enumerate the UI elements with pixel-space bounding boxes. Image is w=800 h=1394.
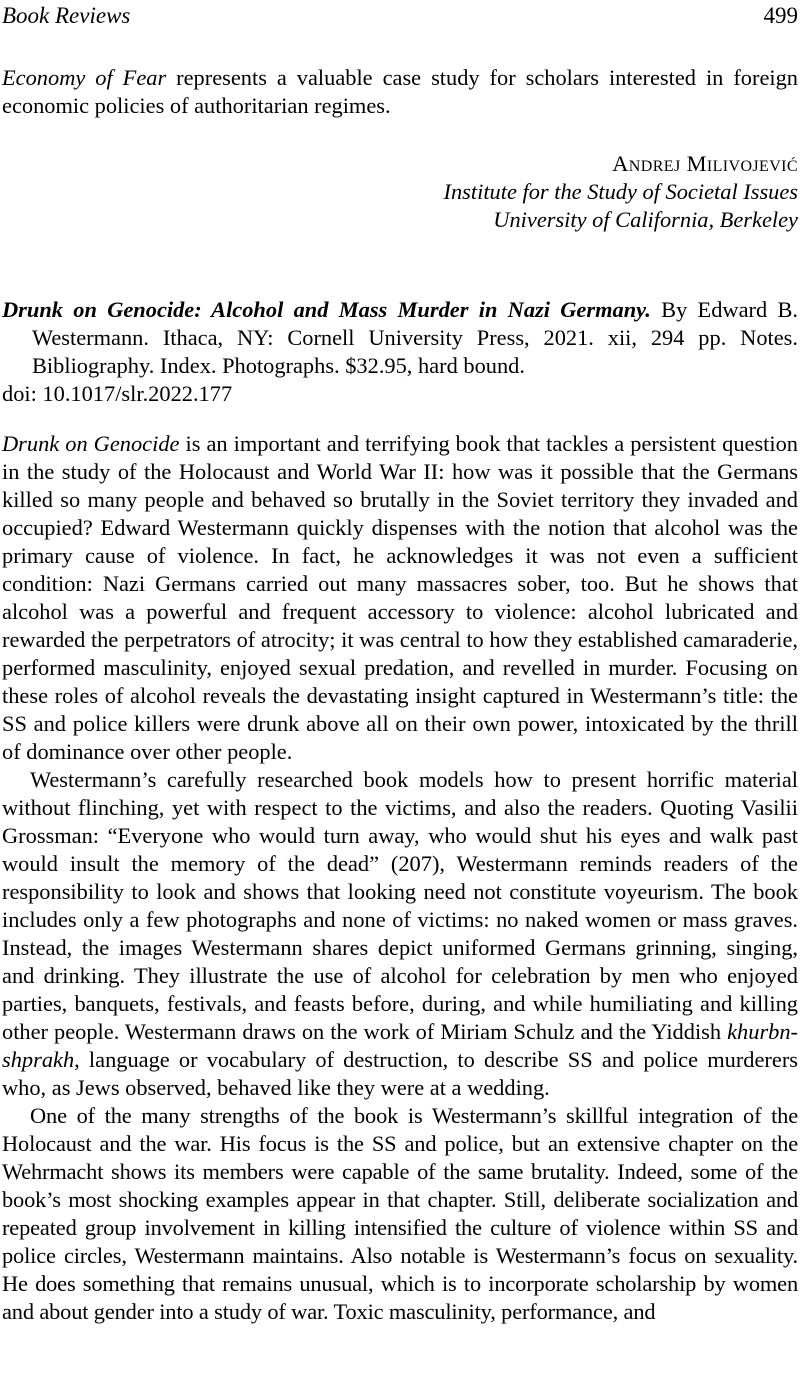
page-number: 499 bbox=[763, 3, 798, 28]
previous-review-book-title: Economy of Fear bbox=[2, 65, 167, 90]
doi-line: doi: 10.1017/slr.2022.177 bbox=[2, 381, 233, 406]
reviewer-name: Andrej Milivojević bbox=[612, 151, 798, 176]
review-paragraph-1-book-title: Drunk on Genocide bbox=[2, 431, 180, 456]
reviewed-book-title: Drunk on Genocide: Alcohol and Mass Murder in Nazi Germany. bbox=[2, 297, 651, 322]
reviewer-attribution bbox=[2, 150, 798, 234]
review-paragraph-1-text: is an important and terrifying book that tackles a persistent question in the study of the Holocaust and World War II: how was it possible that the Germans killed so many people and behaved so brutally in the Soviet territory they invaded and occupied? Edward Westermann quickly dispenses with the notion that alcohol was the primary cause of violence. In fact, he acknowledges it was not even a sufficient condition: Nazi Germans carried out many massacres sober, too. But he shows that alcohol was a powerful and frequent accessory to violence: alcohol lubricated and rewarded the perpetrators of atrocity; it was central to how they established camaraderie, performed masculinity, enjoyed sexual predation, and revelled in murder. Focusing on these roles of alcohol reveals the devastating insight captured in Westermann’s title: the SS and police killers were drunk above all on their own power, intoxicated by the thrill of dominance over other people. bbox=[2, 431, 798, 764]
book-citation bbox=[2, 296, 798, 380]
running-head bbox=[2, 0, 798, 30]
previous-review-closing-paragraph bbox=[2, 64, 798, 120]
running-head-title: Book Reviews bbox=[2, 3, 131, 28]
reviewer-affiliation-institute: Institute for the Study of Societal Issues bbox=[443, 179, 798, 204]
review-paragraph-2-text-before-term: Westermann’s carefully researched book models how to present horrific material without flinching, yet with respect to the victims, and also the readers. Quoting Vasilii Grossman: “Everyone who would turn away, who would shut his eyes and walk past would insult the memory of the dead” (207), Westermann reminds readers of the responsibility to look and shows that looking need not constitute voyeurism. The book includes only a few photographs and none of victims: no naked women or mass graves. Instead, the images Westermann shares depict uniformed Germans grinning, singing, and drinking. They illustrate the use of alcohol for celebration by men who enjoyed parties, banquets, festivals, and feasts before, during, and while humiliating and killing other people. Westermann draws on the work of Miriam Schulz and the Yiddish bbox=[2, 767, 798, 1044]
previous-review-closing-text: represents a valuable case study for scholars interested in foreign economic policies of authoritarian regimes. bbox=[2, 65, 798, 118]
reviewer-affiliation-university: University of California, Berkeley bbox=[493, 207, 798, 232]
review-paragraph-2 bbox=[2, 766, 798, 1102]
page-content bbox=[2, 0, 798, 1326]
yiddish-term: khurbn-shprakh bbox=[2, 1019, 798, 1072]
review-paragraph-3: One of the many strengths of the book is Westermann’s skillful integration of the Holocaust and the war. His focus is the SS and police, but an extensive chapter on the Wehrmacht shows its members were capable of the same brutality. Indeed, some of the book’s most shocking examples appear in that chapter. Still, deliberate socialization and repeated group involvement in killing intensified the culture of violence within SS and police circles, Westermann maintains. Also notable is Westermann’s focus on sexuality. He does something that remains unusual, which is to incorporate scholarship by women and about gender into a study of war. Toxic masculinity, performance, and bbox=[2, 1103, 798, 1324]
review-paragraph-1 bbox=[2, 430, 798, 766]
review-paragraph-2-text-after-term: , language or vocabulary of destruction, to describe SS and police murderers who, as Jews observed, behaved like they were at a wedding. bbox=[2, 1047, 798, 1100]
reviewed-book-publication-details: By Edward B. Westermann. Ithaca, NY: Cornell University Press, 2021. xii, 294 pp. Notes. Bibliography. Index. Photographs. $32.95, hard bound. bbox=[32, 297, 798, 378]
